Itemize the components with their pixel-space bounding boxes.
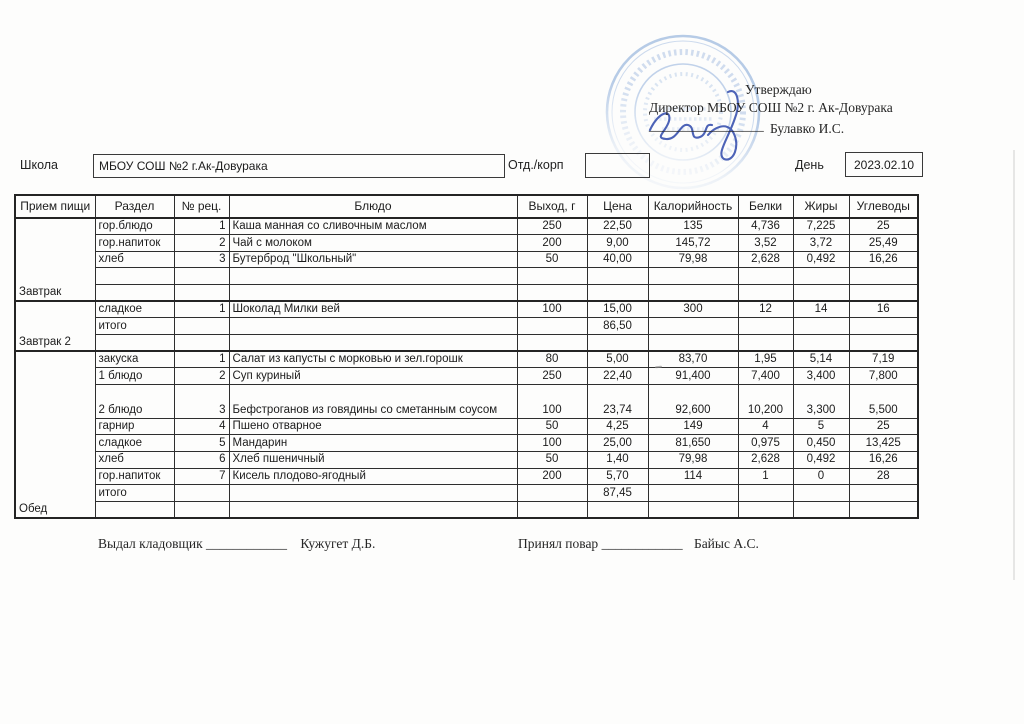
- num-cell: [174, 285, 229, 302]
- meal-name-cell: Завтрак 2: [15, 301, 95, 351]
- issued-name: Кужугет Д.Б.: [300, 536, 376, 551]
- table-row: [15, 435, 918, 452]
- dish-cell: [229, 501, 517, 518]
- num-cell: [174, 334, 229, 351]
- dept-label: Отд./корп: [508, 158, 564, 172]
- num-cell: 1: [174, 218, 229, 235]
- razdel-cell: гарнир: [95, 418, 174, 435]
- cal-cell: 92,600: [648, 384, 738, 418]
- razdel-cell: [95, 501, 174, 518]
- cal-cell: 135: [648, 218, 738, 235]
- dish-cell: [229, 268, 517, 285]
- cal-cell: [648, 501, 738, 518]
- prot-cell: 2,628: [738, 251, 793, 268]
- price-cell: [587, 334, 648, 351]
- signature-blank-line: _________________: [649, 118, 764, 133]
- table-row: [15, 334, 918, 351]
- received-label: Принял повар: [518, 536, 599, 551]
- num-cell: 3: [174, 251, 229, 268]
- carb-cell: [849, 501, 918, 518]
- table-row: [15, 268, 918, 285]
- dish-cell: Бефстроганов из говядины со сметанным соусом: [229, 384, 517, 418]
- carb-cell: [849, 318, 918, 335]
- out-cell: 200: [517, 235, 587, 252]
- price-cell: 15,00: [587, 301, 648, 318]
- carb-cell: [849, 485, 918, 502]
- price-cell: 5,00: [587, 351, 648, 368]
- table-row: [15, 251, 918, 268]
- price-cell: 86,50: [587, 318, 648, 335]
- menu-table: [14, 194, 919, 519]
- carb-cell: 5,500: [849, 384, 918, 418]
- received-name: Байыс А.С.: [693, 536, 759, 551]
- dish-cell: Пшено отварное: [229, 418, 517, 435]
- header-prot: Белки: [738, 195, 793, 218]
- num-cell: 1: [174, 351, 229, 368]
- cal-cell: 81,650: [648, 435, 738, 452]
- table-row: [15, 285, 918, 302]
- fat-cell: 14: [793, 301, 849, 318]
- razdel-cell: гор.блюдо: [95, 218, 174, 235]
- approval-director-line: Директор МБОУ СОШ №2 г. Ак-Довурака: [649, 100, 893, 115]
- price-cell: [587, 268, 648, 285]
- meal-name-cell: Обед: [15, 351, 95, 518]
- dept-field: [585, 153, 650, 178]
- razdel-cell: итого: [95, 485, 174, 502]
- cal-cell: 145,72: [648, 235, 738, 252]
- cal-cell: 114: [648, 468, 738, 485]
- header-fat: Жиры: [793, 195, 849, 218]
- carb-cell: 7,800: [849, 368, 918, 385]
- price-cell: 22,40: [587, 368, 648, 385]
- razdel-cell: сладкое: [95, 301, 174, 318]
- day-label: День: [795, 158, 824, 172]
- out-cell: 250: [517, 368, 587, 385]
- fat-cell: [793, 268, 849, 285]
- price-cell: 4,25: [587, 418, 648, 435]
- prot-cell: 10,200: [738, 384, 793, 418]
- header-out: Выход, г: [517, 195, 587, 218]
- cal-cell: 91,400: [648, 368, 738, 385]
- header-carb: Углеводы: [849, 195, 918, 218]
- carb-cell: 16,26: [849, 452, 918, 469]
- fat-cell: 0,492: [793, 251, 849, 268]
- prot-cell: 1,95: [738, 351, 793, 368]
- fat-cell: [793, 501, 849, 518]
- prot-cell: [738, 501, 793, 518]
- fat-cell: 0,450: [793, 435, 849, 452]
- carb-cell: 16,26: [849, 251, 918, 268]
- prot-cell: [738, 268, 793, 285]
- dish-cell: Мандарин: [229, 435, 517, 452]
- table-row: [15, 235, 918, 252]
- dish-cell: [229, 285, 517, 302]
- cal-cell: [648, 318, 738, 335]
- prot-cell: 0,975: [738, 435, 793, 452]
- out-cell: [517, 485, 587, 502]
- num-cell: 1: [174, 301, 229, 318]
- dish-cell: Каша манная со сливочным маслом: [229, 218, 517, 235]
- razdel-cell: итого: [95, 318, 174, 335]
- out-cell: [517, 334, 587, 351]
- razdel-cell: закуска: [95, 351, 174, 368]
- prot-cell: [738, 485, 793, 502]
- meal-name-cell: Завтрак: [15, 218, 95, 301]
- fat-cell: 5,14: [793, 351, 849, 368]
- prot-cell: 2,628: [738, 452, 793, 469]
- out-cell: [517, 501, 587, 518]
- meal-section: [15, 218, 918, 301]
- razdel-cell: хлеб: [95, 251, 174, 268]
- day-field: [845, 152, 923, 177]
- carb-cell: 16: [849, 301, 918, 318]
- razdel-cell: гор.напиток: [95, 468, 174, 485]
- dish-cell: Чай с молоком: [229, 235, 517, 252]
- fat-cell: [793, 485, 849, 502]
- fat-cell: [793, 318, 849, 335]
- cal-cell: [648, 268, 738, 285]
- school-value: МБОУ СОШ №2 г.Ак-Довурака: [99, 159, 268, 173]
- price-cell: [587, 501, 648, 518]
- school-label: Школа: [20, 158, 58, 172]
- cal-cell: 149: [648, 418, 738, 435]
- out-cell: 100: [517, 301, 587, 318]
- num-cell: [174, 501, 229, 518]
- dish-cell: Суп куриный: [229, 368, 517, 385]
- price-cell: 25,00: [587, 435, 648, 452]
- cal-cell: 83,70: [648, 351, 738, 368]
- table-row: [15, 301, 918, 318]
- fat-cell: [793, 334, 849, 351]
- fat-cell: 3,72: [793, 235, 849, 252]
- table-row: [15, 418, 918, 435]
- header-num: № рец.: [174, 195, 229, 218]
- signer-name: Булавко И.С.: [770, 121, 845, 136]
- fat-cell: 0: [793, 468, 849, 485]
- num-cell: 4: [174, 418, 229, 435]
- carb-cell: 7,19: [849, 351, 918, 368]
- header-meal: Прием пищи: [15, 195, 95, 218]
- dish-cell: Шоколад Милки вей: [229, 301, 517, 318]
- razdel-cell: 2 блюдо: [95, 384, 174, 418]
- razdel-cell: хлеб: [95, 452, 174, 469]
- header-row: [15, 195, 918, 218]
- out-cell: [517, 318, 587, 335]
- table-row: [15, 501, 918, 518]
- table-row: [15, 485, 918, 502]
- dish-cell: Салат из капусты с морковью и зел.горошк: [229, 351, 517, 368]
- num-cell: 5: [174, 435, 229, 452]
- price-cell: [587, 285, 648, 302]
- header-price: Цена: [587, 195, 648, 218]
- carb-cell: 13,425: [849, 435, 918, 452]
- out-cell: 80: [517, 351, 587, 368]
- cal-cell: 79,98: [648, 251, 738, 268]
- razdel-cell: [95, 268, 174, 285]
- out-cell: [517, 268, 587, 285]
- table-row: [15, 218, 918, 235]
- table-row: [15, 318, 918, 335]
- dish-cell: [229, 334, 517, 351]
- prot-cell: 4: [738, 418, 793, 435]
- num-cell: [174, 268, 229, 285]
- dish-cell: [229, 485, 517, 502]
- cal-cell: [648, 285, 738, 302]
- meal-section: [15, 301, 918, 351]
- razdel-cell: [95, 334, 174, 351]
- num-cell: 7: [174, 468, 229, 485]
- num-cell: 6: [174, 452, 229, 469]
- carb-cell: [849, 334, 918, 351]
- out-cell: 50: [517, 418, 587, 435]
- razdel-cell: [95, 285, 174, 302]
- table-row: [15, 351, 918, 368]
- price-cell: 9,00: [587, 235, 648, 252]
- out-cell: 50: [517, 251, 587, 268]
- cal-cell: [648, 334, 738, 351]
- price-cell: 87,45: [587, 485, 648, 502]
- prot-cell: 4,736: [738, 218, 793, 235]
- cal-cell: 79,98: [648, 452, 738, 469]
- fat-cell: 5: [793, 418, 849, 435]
- issued-label: Выдал кладовщик: [98, 536, 203, 551]
- received-group: [518, 536, 759, 552]
- carb-cell: 28: [849, 468, 918, 485]
- cal-cell: [648, 485, 738, 502]
- out-cell: 100: [517, 384, 587, 418]
- carb-cell: 25: [849, 218, 918, 235]
- table-row: [15, 452, 918, 469]
- price-cell: 23,74: [587, 384, 648, 418]
- razdel-cell: сладкое: [95, 435, 174, 452]
- issued-blank-line: ____________: [206, 536, 287, 551]
- header-dish: Блюдо: [229, 195, 517, 218]
- cal-cell: 300: [648, 301, 738, 318]
- out-cell: [517, 285, 587, 302]
- carb-cell: [849, 268, 918, 285]
- header-razdel: Раздел: [95, 195, 174, 218]
- day-value: 2023.02.10: [853, 157, 915, 172]
- school-field: [93, 154, 505, 178]
- num-cell: 2: [174, 368, 229, 385]
- dish-cell: Бутерброд "Школьный": [229, 251, 517, 268]
- prot-cell: [738, 318, 793, 335]
- carb-cell: [849, 285, 918, 302]
- table-header: [15, 195, 918, 218]
- table-row: [15, 384, 918, 418]
- razdel-cell: 1 блюдо: [95, 368, 174, 385]
- carb-cell: 25,49: [849, 235, 918, 252]
- price-cell: 5,70: [587, 468, 648, 485]
- out-cell: 100: [517, 435, 587, 452]
- prot-cell: 1: [738, 468, 793, 485]
- price-cell: 40,00: [587, 251, 648, 268]
- price-cell: 22,50: [587, 218, 648, 235]
- fat-cell: 3,400: [793, 368, 849, 385]
- prot-cell: [738, 285, 793, 302]
- num-cell: 3: [174, 384, 229, 418]
- dish-cell: [229, 318, 517, 335]
- num-cell: [174, 318, 229, 335]
- fat-cell: 3,300: [793, 384, 849, 418]
- dish-cell: Хлеб пшеничный: [229, 452, 517, 469]
- fat-cell: [793, 285, 849, 302]
- prot-cell: 3,52: [738, 235, 793, 252]
- received-blank-line: ____________: [601, 536, 683, 551]
- prot-cell: 12: [738, 301, 793, 318]
- paper-edge-shadow: [1013, 150, 1015, 580]
- meal-section: [15, 351, 918, 518]
- fat-cell: 0,492: [793, 452, 849, 469]
- razdel-cell: гор.напиток: [95, 235, 174, 252]
- fat-cell: 7,225: [793, 218, 849, 235]
- out-cell: 50: [517, 452, 587, 469]
- prot-cell: 7,400: [738, 368, 793, 385]
- out-cell: 200: [517, 468, 587, 485]
- dish-cell: Кисель плодово-ягодный: [229, 468, 517, 485]
- price-cell: 1,40: [587, 452, 648, 469]
- header-cal: Калорийность: [648, 195, 738, 218]
- num-cell: 2: [174, 235, 229, 252]
- issued-group: [98, 536, 375, 552]
- carb-cell: 25: [849, 418, 918, 435]
- table-row: [15, 468, 918, 485]
- prot-cell: [738, 334, 793, 351]
- out-cell: 250: [517, 218, 587, 235]
- table-row: [15, 368, 918, 385]
- approval-heading: Утверждаю: [745, 82, 812, 97]
- num-cell: [174, 485, 229, 502]
